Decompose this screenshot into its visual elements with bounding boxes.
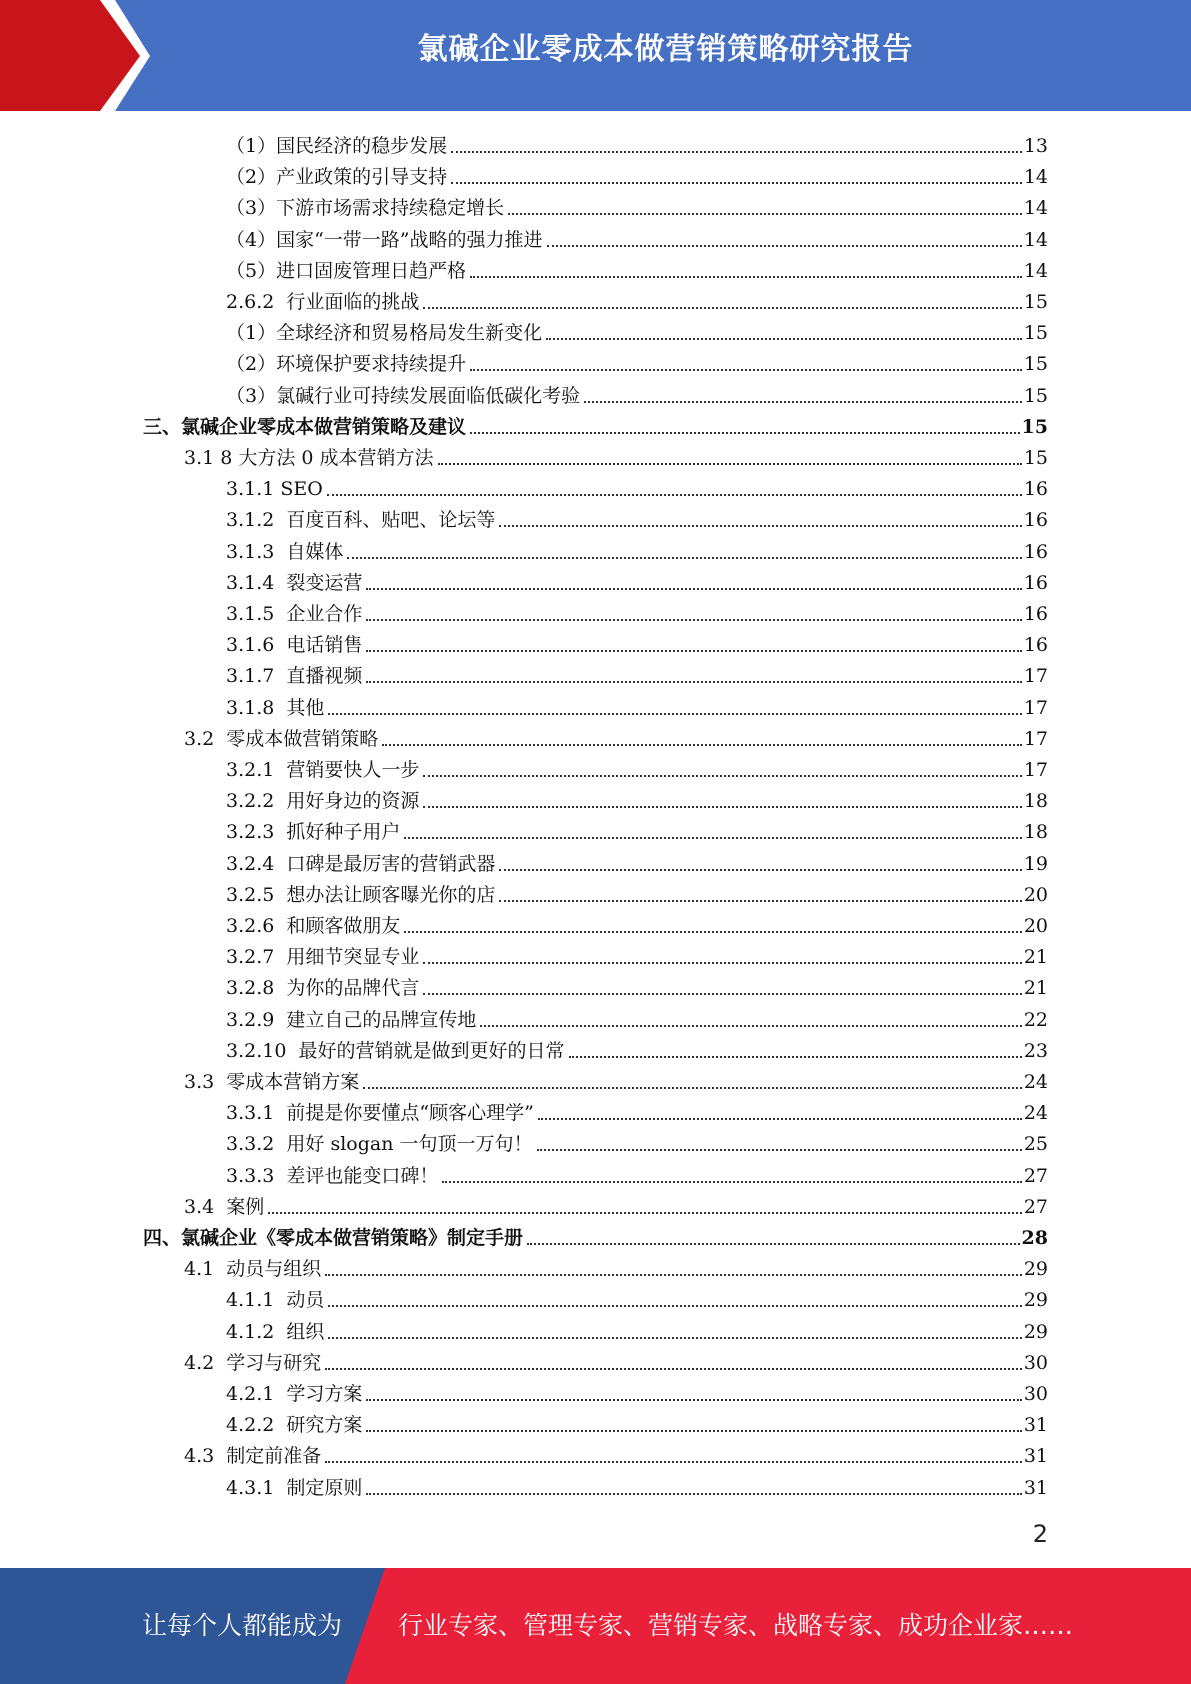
toc-entry-page: 27 bbox=[1023, 1164, 1048, 1187]
toc-entry-title: 3.2.9 建立自己的品牌宣传地 bbox=[226, 1008, 477, 1031]
toc-entry-page: 16 bbox=[1023, 634, 1048, 657]
toc-entry-title: （1）国民经济的稳步发展 bbox=[226, 135, 448, 157]
toc-entry[interactable] bbox=[226, 595, 1048, 626]
toc-entry[interactable] bbox=[226, 1094, 1048, 1125]
toc-entry-title: 3.1.2 百度百科、贴吧、论坛等 bbox=[226, 509, 496, 532]
toc-dot-leader bbox=[423, 993, 1021, 995]
toc-entry-page: 16 bbox=[1023, 571, 1048, 594]
toc-entry-page: 16 bbox=[1023, 509, 1048, 532]
toc-dot-leader bbox=[327, 494, 1022, 496]
toc-dot-leader bbox=[328, 713, 1021, 715]
toc-entry-title: 4.2.1 学习方案 bbox=[226, 1383, 363, 1405]
toc-entry-title: 3.1.4 裂变运营 bbox=[226, 571, 363, 594]
toc-entry-title: （2）环境保护要求持续提升 bbox=[226, 353, 467, 376]
toc-entry-page: 24 bbox=[1023, 1071, 1048, 1093]
toc-entry-page: 29 bbox=[1023, 1258, 1048, 1281]
toc-dot-leader bbox=[328, 1337, 1021, 1339]
toc-entry-title: 3.2.2 用好身边的资源 bbox=[226, 790, 420, 813]
toc-entry-title: 3.1.8 其他 bbox=[226, 696, 325, 719]
toc-entry-title: 3.2.3 抓好种子用户 bbox=[226, 821, 401, 844]
toc-entry[interactable] bbox=[226, 907, 1048, 938]
toc-entry-page: 14 bbox=[1023, 228, 1048, 251]
toc-dot-leader bbox=[537, 1149, 1022, 1151]
toc-entry[interactable] bbox=[226, 1001, 1048, 1032]
toc-dot-leader bbox=[442, 1181, 1021, 1183]
toc-entry-page: 18 bbox=[1023, 821, 1048, 844]
toc-entry[interactable] bbox=[184, 439, 1048, 470]
toc-dot-leader bbox=[423, 962, 1021, 964]
toc-entry[interactable] bbox=[226, 782, 1048, 813]
toc-dot-leader bbox=[499, 525, 1021, 527]
toc-entry[interactable] bbox=[184, 1437, 1048, 1468]
toc-entry[interactable] bbox=[226, 657, 1048, 688]
toc-entry-title: （4）国家“一带一路”战略的强力推进 bbox=[226, 228, 543, 251]
toc-entry-title: 4.1.1 动员 bbox=[226, 1289, 325, 1312]
toc-entry[interactable] bbox=[184, 1344, 1048, 1375]
toc-entry[interactable] bbox=[226, 1125, 1048, 1156]
toc-dot-leader bbox=[268, 1212, 1022, 1214]
toc-entry-title: （2）产业政策的引导支持 bbox=[226, 166, 448, 189]
toc-entry[interactable] bbox=[226, 876, 1048, 907]
toc-entry-page: 24 bbox=[1023, 1102, 1048, 1125]
toc-entry-page: 16 bbox=[1023, 540, 1048, 563]
toc-entry-title: 四、氯碱企业《零成本做营销策略》制定手册 bbox=[143, 1227, 524, 1249]
toc-entry-title: 3.1.3 自媒体 bbox=[226, 540, 344, 563]
footer-slogan-right: 行业专家、管理专家、营销专家、战略专家、成功企业家…… bbox=[398, 1611, 1074, 1640]
toc-entry[interactable] bbox=[226, 689, 1048, 720]
toc-entry-title: 3.2.1 营销要快人一步 bbox=[226, 759, 420, 781]
toc-entry-page: 31 bbox=[1023, 1445, 1048, 1468]
toc-entry-page: 17 bbox=[1023, 665, 1048, 688]
toc-entry-title: 3.2.8 为你的品牌代言 bbox=[226, 977, 420, 1000]
toc-dot-leader bbox=[569, 1056, 1022, 1058]
toc-dot-leader bbox=[366, 619, 1021, 621]
toc-entry[interactable] bbox=[226, 252, 1048, 283]
toc-entry-title: 3.4 案例 bbox=[184, 1195, 265, 1218]
toc-dot-leader bbox=[347, 557, 1021, 559]
toc-dot-leader bbox=[499, 869, 1021, 871]
toc-entry-title: 3.1.5 企业合作 bbox=[226, 603, 363, 625]
toc-dot-leader bbox=[480, 1025, 1021, 1027]
toc-entry[interactable] bbox=[226, 221, 1048, 252]
toc-entry[interactable] bbox=[226, 158, 1048, 189]
toc-entry-page: 30 bbox=[1023, 1351, 1048, 1374]
toc-dot-leader bbox=[328, 1305, 1021, 1307]
toc-entry[interactable] bbox=[226, 969, 1048, 1000]
toc-entry-title: 3.2.5 想办法让顾客曝光你的店 bbox=[226, 883, 496, 906]
toc-entry-title: 3.1.1 SEO bbox=[226, 478, 323, 501]
toc-dot-leader bbox=[325, 1461, 1022, 1463]
toc-entry-page: 30 bbox=[1023, 1383, 1048, 1405]
page-header bbox=[0, 0, 1191, 111]
document-title: 氯碱企业零成本做营销策略研究报告 bbox=[417, 32, 914, 67]
toc-entry-title: 3.2.7 用细节突显专业 bbox=[226, 946, 420, 969]
toc-entry[interactable] bbox=[226, 1469, 1048, 1500]
toc-entry[interactable] bbox=[226, 189, 1048, 220]
toc-entry-title: 3.3 零成本营销方案 bbox=[184, 1071, 360, 1093]
toc-entry-page: 14 bbox=[1023, 259, 1048, 282]
toc-dot-leader bbox=[366, 650, 1021, 652]
toc-entry[interactable] bbox=[226, 564, 1048, 595]
toc-dot-leader bbox=[470, 276, 1022, 278]
toc-dot-leader bbox=[382, 744, 1022, 746]
toc-entry-title: 三、氯碱企业零成本做营销策略及建议 bbox=[143, 415, 467, 438]
toc-entry-page: 18 bbox=[1023, 790, 1048, 813]
toc-entry[interactable] bbox=[226, 626, 1048, 657]
toc-entry-page: 31 bbox=[1023, 1476, 1048, 1499]
toc-dot-leader bbox=[423, 806, 1021, 808]
page-footer bbox=[0, 1568, 1191, 1684]
toc-entry-page: 15 bbox=[1023, 322, 1048, 345]
toc-entry[interactable] bbox=[226, 127, 1048, 158]
toc-entry-page: 28 bbox=[1021, 1227, 1048, 1249]
toc-dot-leader bbox=[325, 1368, 1022, 1370]
toc-entry-title: （5）进口固废管理日趋严格 bbox=[226, 259, 467, 282]
toc-dot-leader bbox=[527, 1243, 1020, 1245]
toc-entry-page: 19 bbox=[1023, 852, 1048, 875]
toc-dot-leader bbox=[366, 1399, 1021, 1401]
toc-entry[interactable] bbox=[226, 314, 1048, 345]
toc-dot-leader bbox=[363, 1087, 1022, 1089]
toc-dot-leader bbox=[366, 681, 1021, 683]
toc-entry[interactable] bbox=[226, 1313, 1048, 1344]
toc-entry-title: 4.1 动员与组织 bbox=[184, 1258, 322, 1281]
toc-entry-page: 17 bbox=[1023, 727, 1048, 750]
toc-entry-title: 3.1.7 直播视频 bbox=[226, 665, 363, 688]
toc-entry[interactable] bbox=[184, 720, 1048, 751]
toc-entry[interactable] bbox=[184, 1250, 1048, 1281]
toc-entry[interactable] bbox=[226, 1375, 1048, 1406]
toc-dot-leader bbox=[538, 1118, 1022, 1120]
toc-entry-page: 14 bbox=[1023, 166, 1048, 189]
toc-entry-page: 31 bbox=[1023, 1414, 1048, 1437]
toc-entry-title: 4.1.2 组织 bbox=[226, 1320, 325, 1343]
toc-dot-leader bbox=[547, 245, 1022, 247]
toc-entry[interactable] bbox=[226, 1032, 1048, 1063]
toc-dot-leader bbox=[366, 1430, 1021, 1432]
toc-entry-page: 15 bbox=[1023, 447, 1048, 469]
toc-entry-title: 3.2 零成本做营销策略 bbox=[184, 727, 379, 750]
toc-entry-title: 2.6.2 行业面临的挑战 bbox=[226, 291, 420, 313]
page-number: 2 bbox=[1032, 1520, 1048, 1548]
toc-entry-page: 17 bbox=[1023, 759, 1048, 781]
toc-entry-page: 15 bbox=[1023, 353, 1048, 376]
toc-entry-title: 3.2.4 口碑是最厉害的营销武器 bbox=[226, 852, 496, 875]
toc-dot-leader bbox=[470, 432, 1020, 434]
toc-entry[interactable] bbox=[226, 1281, 1048, 1312]
toc-entry[interactable] bbox=[226, 283, 1048, 314]
toc-dot-leader bbox=[366, 588, 1021, 590]
footer-slogan-left: 让每个人都能成为 bbox=[142, 1611, 343, 1640]
toc-entry-page: 13 bbox=[1023, 135, 1048, 157]
toc-entry-page: 23 bbox=[1023, 1039, 1048, 1062]
toc-dot-leader bbox=[404, 837, 1021, 839]
toc-entry[interactable] bbox=[226, 533, 1048, 564]
toc-entry-title: 4.2.2 研究方案 bbox=[226, 1414, 363, 1437]
toc-entry-page: 21 bbox=[1023, 946, 1048, 969]
toc-entry[interactable] bbox=[226, 1406, 1048, 1437]
toc-entry-page: 14 bbox=[1023, 197, 1048, 220]
toc-dot-leader bbox=[404, 931, 1021, 933]
toc-entry-page: 29 bbox=[1023, 1289, 1048, 1312]
toc-dot-leader bbox=[451, 151, 1022, 153]
toc-dot-leader bbox=[423, 307, 1021, 309]
toc-dot-leader bbox=[546, 338, 1022, 340]
toc-dot-leader bbox=[423, 775, 1021, 777]
toc-entry[interactable] bbox=[184, 1188, 1048, 1219]
toc-dot-leader bbox=[366, 1493, 1021, 1495]
toc-entry[interactable] bbox=[226, 938, 1048, 969]
toc-entry[interactable] bbox=[226, 501, 1048, 532]
toc-entry[interactable] bbox=[226, 470, 1048, 501]
toc-entry-page: 17 bbox=[1023, 696, 1048, 719]
toc-entry[interactable] bbox=[184, 1063, 1048, 1094]
toc-entry-title: （3）氯碱行业可持续发展面临低碳化考验 bbox=[226, 384, 581, 407]
toc-entry-page: 22 bbox=[1023, 1008, 1048, 1031]
toc-dot-leader bbox=[325, 1274, 1022, 1276]
toc-entry-title: 4.3 制定前准备 bbox=[184, 1445, 322, 1468]
toc-entry-page: 20 bbox=[1023, 883, 1048, 906]
toc-entry-title: 3.3.3 差评也能变口碑！ bbox=[226, 1164, 439, 1187]
toc-entry-title: 3.2.10 最好的营销就是做到更好的日常 bbox=[226, 1039, 565, 1062]
toc-entry-title: 3.3.1 前提是你要懂点“顾客心理学” bbox=[226, 1102, 534, 1125]
toc-entry[interactable] bbox=[143, 408, 1048, 439]
toc-entry-title: 3.1.6 电话销售 bbox=[226, 634, 363, 657]
toc-entry[interactable] bbox=[143, 1219, 1048, 1250]
toc-entry-title: 4.2 学习与研究 bbox=[184, 1351, 322, 1374]
toc-entry-title: 3.1 8 大方法 0 成本营销方法 bbox=[184, 447, 434, 469]
toc-dot-leader bbox=[451, 182, 1022, 184]
toc-entry-page: 25 bbox=[1023, 1133, 1048, 1156]
toc-entry-page: 15 bbox=[1023, 291, 1048, 313]
toc-entry[interactable] bbox=[226, 751, 1048, 782]
toc-entry-page: 27 bbox=[1023, 1195, 1048, 1218]
toc-dot-leader bbox=[508, 213, 1022, 215]
toc-entry-page: 20 bbox=[1023, 915, 1048, 937]
toc-dot-leader bbox=[438, 463, 1022, 465]
toc-entry[interactable] bbox=[226, 845, 1048, 876]
toc-entry[interactable] bbox=[226, 377, 1048, 408]
toc-entry-title: 3.3.2 用好 slogan 一句顶一万句！ bbox=[226, 1133, 533, 1156]
toc-entry-page: 15 bbox=[1021, 415, 1048, 438]
toc-entry-page: 16 bbox=[1023, 478, 1048, 501]
toc-entry-page: 29 bbox=[1023, 1320, 1048, 1343]
toc-entry-page: 15 bbox=[1023, 384, 1048, 407]
toc-entry[interactable] bbox=[226, 1157, 1048, 1188]
toc-entry-title: （3）下游市场需求持续稳定增长 bbox=[226, 197, 505, 220]
toc-entry-page: 21 bbox=[1023, 977, 1048, 1000]
toc-entry-title: 3.2.6 和顾客做朋友 bbox=[226, 915, 401, 937]
toc-dot-leader bbox=[584, 401, 1022, 403]
toc-entry-title: 4.3.1 制定原则 bbox=[226, 1476, 363, 1499]
toc-dot-leader bbox=[499, 900, 1021, 902]
toc-entry[interactable] bbox=[226, 813, 1048, 844]
toc-entry-title: （1）全球经济和贸易格局发生新变化 bbox=[226, 322, 543, 345]
toc-entry-page: 16 bbox=[1023, 603, 1048, 625]
toc-dot-leader bbox=[470, 369, 1022, 371]
toc-entry[interactable] bbox=[226, 345, 1048, 376]
